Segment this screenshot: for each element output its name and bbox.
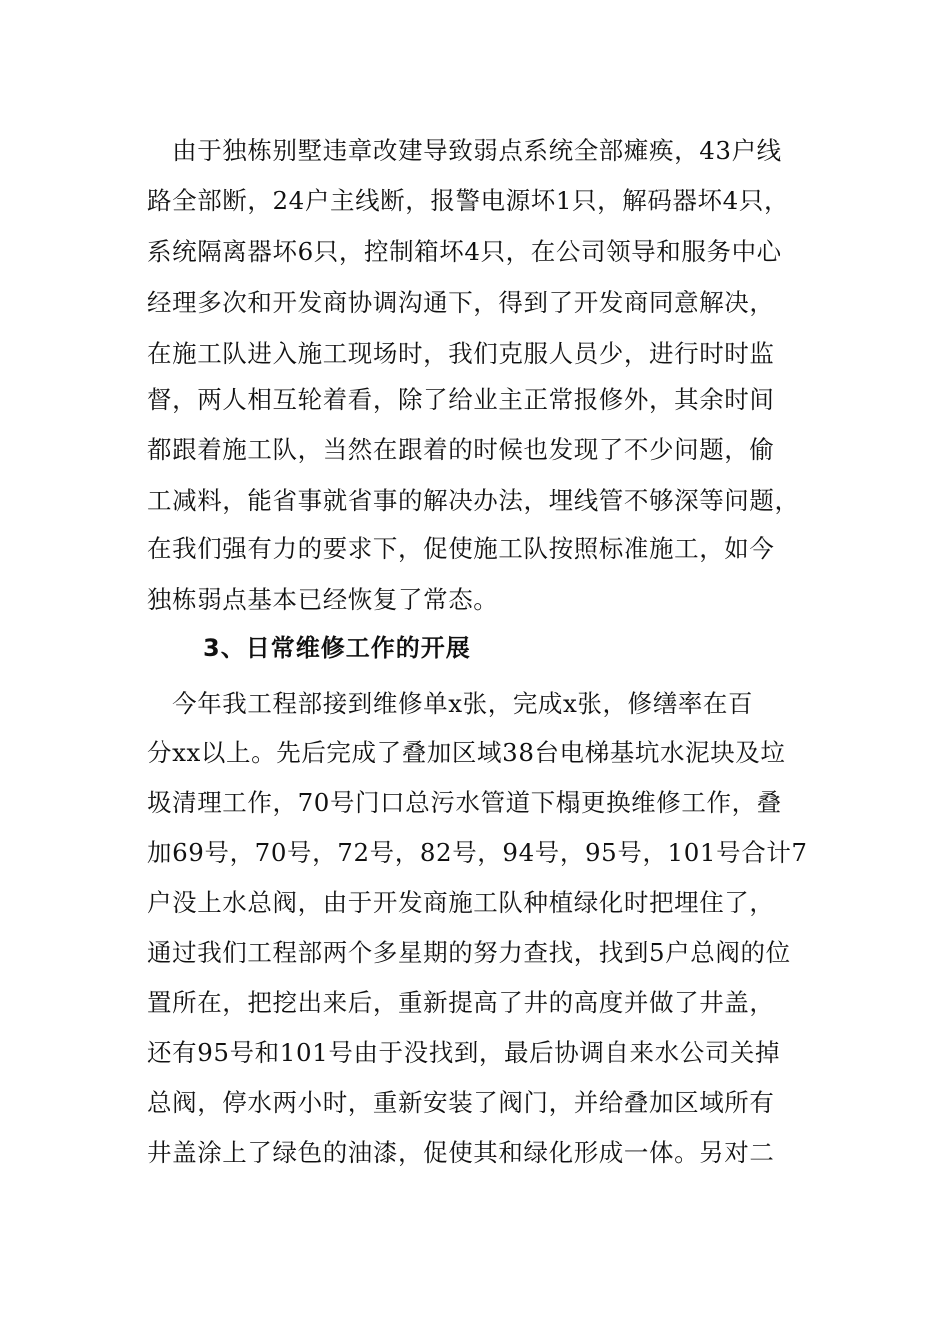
paragraph-1-line: 督，两人相互轮着看，除了给业主正常报修外，其余时间 — [147, 385, 775, 414]
paragraph-2-line: 圾清理工作，70号门口总污水管道下榻更换维修工作，叠 — [147, 788, 782, 817]
paragraph-1-line: 在施工队进入施工现场时，我们克服人员少，进行时时监 — [147, 339, 775, 368]
paragraph-2-line: 今年我工程部接到维修单x张，完成x张，修缮率在百 — [147, 689, 754, 718]
paragraph-1-line: 系统隔离器坏6只，控制箱坏4只，在公司领导和服务中心 — [147, 237, 782, 266]
paragraph-1-line: 由于独栋别墅违章改建导致弱点系统全部瘫痪，43户线 — [147, 136, 782, 165]
paragraph-2-line: 井盖涂上了绿色的油漆，促使其和绿化形成一体。另对二 — [147, 1138, 775, 1167]
paragraph-2-line: 户没上水总阀，由于开发商施工队种植绿化时把埋住了， — [147, 888, 775, 917]
paragraph-2-line: 总阀，停水两小时，重新安装了阀门，并给叠加区域所有 — [147, 1088, 775, 1117]
paragraph-2-line: 置所在，把挖出来后，重新提高了井的高度并做了井盖， — [147, 988, 775, 1017]
paragraph-2-line: 通过我们工程部两个多星期的努力查找，找到5户总阀的位 — [147, 938, 791, 967]
paragraph-1-line: 都跟着施工队，当然在跟着的时候也发现了不少问题，偷 — [147, 435, 775, 464]
paragraph-1-line: 在我们强有力的要求下，促使施工队按照标准施工，如今 — [147, 534, 775, 563]
section-heading: 3、日常维修工作的开展 — [203, 634, 471, 662]
paragraph-2-line: 加69号，70号，72号，82号，94号，95号，101号合计7 — [147, 838, 808, 867]
paragraph-2-line: 分xx以上。先后完成了叠加区域38台电梯基坑水泥块及垃 — [147, 738, 786, 767]
paragraph-1-line: 路全部断，24户主线断，报警电源坏1只，解码器坏4只， — [147, 186, 790, 215]
paragraph-1-line: 经理多次和开发商协调沟通下，得到了开发商同意解决， — [147, 288, 775, 317]
paragraph-2-line: 还有95号和101号由于没找到，最后协调自来水公司关掉 — [147, 1038, 781, 1067]
paragraph-1-line: 独栋弱点基本已经恢复了常态。 — [147, 585, 499, 614]
paragraph-1-line: 工减料，能省事就省事的解决办法，埋线管不够深等问题， — [147, 486, 800, 515]
